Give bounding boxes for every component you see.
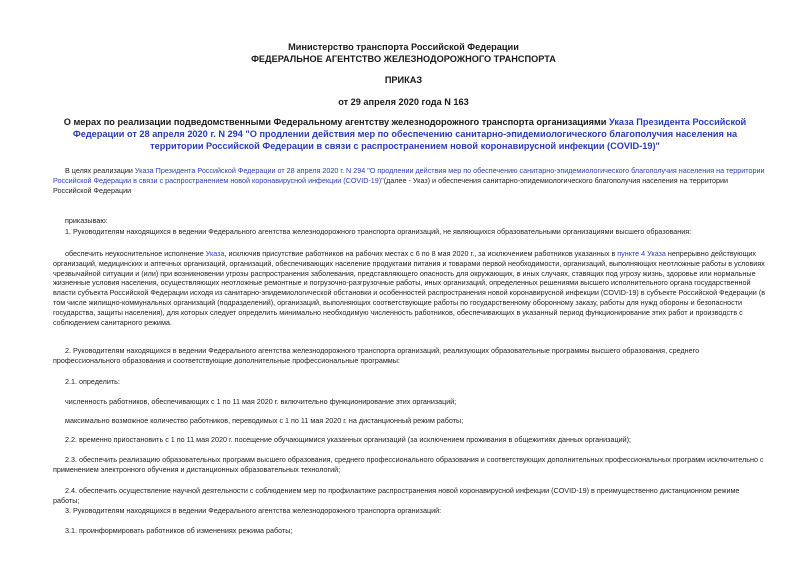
paragraph-3: 3. Руководителям находящихся в ведении Федерального агентства железнодорожного транспорта организаций: <box>65 506 442 515</box>
paragraph-1-body <box>53 249 767 327</box>
paragraph-2-4: 2.4. обеспечить осуществление научной деятельности с соблюдением мер по профилактике распространения новой коронавирусной инфекции (COVID-19) в преимущественно дистанционном режиме работы; <box>53 486 740 505</box>
preamble-prefix: В целях реализации <box>65 166 135 175</box>
preamble-decree-link[interactable]: Указа Президента Российской Федерации от 28 апреля 2020 г. N 294 "О продлении действия мер по обеспечению санитарно-эпидемиологического благополучия населения на территории Российской Федерации в связи с распространением новой коронавирусной инфекции (COVID-19)" <box>53 166 765 185</box>
document-date-number: от 29 апреля 2020 года N 163 <box>338 97 469 107</box>
preamble-suffix: (далее - Указ) и обеспечения санитарно-эпидемиологического благополучия населения на территории Российской Федерации <box>53 175 728 195</box>
orders-line: приказываю: <box>65 216 108 225</box>
p1-body-text-1: обеспечить неукоснительное исполнение <box>65 249 206 258</box>
paragraph-2: 2. Руководителям находящихся в ведении Федерального агентства железнодорожного транспорта организаций, реализующих образовательные программы высшего образования, среднего профессионального образования и соответствующие дополнительные профессиональные программы: <box>53 346 700 365</box>
preamble-paragraph <box>53 166 767 195</box>
decree-link[interactable]: Указа <box>205 249 225 258</box>
paragraph-2-3: 2.3. обеспечить реализацию образовательных программ высшего образования, среднего профессионального образования и соответствующих дополнительных профессиональных программ исключительно с применением электронного обучения и дистанционных образовательных технологий; <box>53 455 764 474</box>
paragraph-2-1: 2.1. определить: <box>65 377 120 386</box>
p1-body-text-3: непрерывно действующих организаций, медицинских и аптечных организаций, организаций, обеспечивающих население продуктами питания и товарами первой необходимости, организаций, выполняющих неотложные работы в условиях чрезвычайной ситуации и (или) при возникновении угрозы распространения заболевания, представляющего опасность для окружающих, в иных случаях, ставящих под угрозу жизнь, здоровье или нормальные жизненные условия населения, осуществляющих неотложные ремонтные и погрузочно-разгрузочные работы, иных организаций, определенных решениями высшего исполнительного органа государственной власти субъекта Российской Федерации исходя из санитарно-эпидемиологической обстановки и особенностей распространения новой коронавирусной инфекции (COVID-19) в субъекте Российской Федерации (в том числе жилищно-коммунальных организаций (подразделений), организаций, выполняющих соответствующие работы по государственному оборонному заказу, работы для нужд обороны и безопасности государства, защиты населения), для которых следует определить минимально необходимую численность работников, обеспечивающих в указанный период функционирование этих работ и производств с соблюдением санитарного режима. <box>53 249 766 327</box>
paragraph-2-1-a: численность работников, обеспечивающих с 1 по 11 мая 2020 г. включительно функционирование этих организаций; <box>65 397 457 406</box>
paragraph-1: 1. Руководителям находящихся в ведении Федерального агентства железнодорожного транспорта организаций, не являющихся образовательными организациями высшего образования: <box>65 227 692 236</box>
title-prefix: О мерах по реализации подведомственными Федеральному агентству железнодорожного транспорта организациями <box>63 117 609 127</box>
agency-heading: ФЕДЕРАЛЬНОЕ АГЕНТСТВО ЖЕЛЕЗНОДОРОЖНОГО ТРАНСПОРТА <box>251 54 556 64</box>
document-title <box>58 116 752 152</box>
document-type: ПРИКАЗ <box>384 75 423 85</box>
paragraph-2-1-b: максимально возможное количество работников, переводимых с 1 по 11 мая 2020 г. на дистанционный режим работы; <box>65 416 464 425</box>
title-decree-link[interactable]: Указа Президента Российской Федерации от 28 апреля 2020 г. N 294 "О продлении действия мер по обеспечению санитарно-эпидемиологического благополучия населения на территории Российской Федерации в связи с распространением новой коронавирусной инфекции (COVID-19)" <box>72 117 747 151</box>
paragraph-3-1: 3.1. проинформировать работников об изменениях режима работы; <box>65 526 293 535</box>
decree-point-4-link[interactable]: пункте 4 Указа <box>617 249 666 258</box>
ministry-heading: Министерство транспорта Российской Федерации <box>288 42 519 52</box>
paragraph-2-2: 2.2. временно приостановить с 1 по 11 мая 2020 г. посещение обучающимися указанных организаций (за исключением проживания в общежитиях данных организаций); <box>65 435 631 444</box>
p1-body-text-2: , исключив присутствие работников на рабочих местах с 6 по 8 мая 2020 г., за исключением работников указанных в <box>224 249 618 258</box>
